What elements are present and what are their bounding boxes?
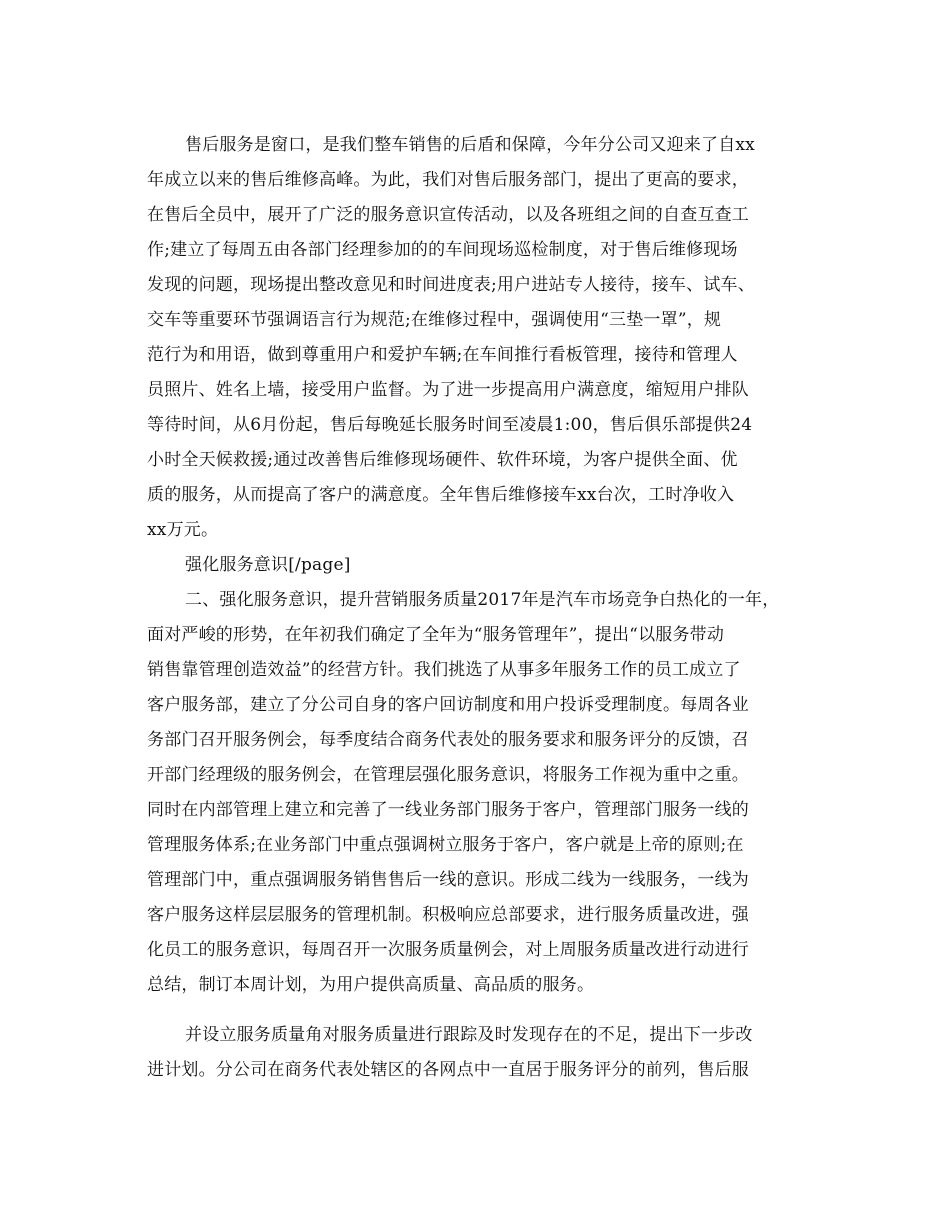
paragraph-line: 客户服务这样层层服务的管理机制。积极响应总部要求，进行服务质量改进，强 [147,905,749,925]
paragraph-line: 小时全天候救援;通过改善售后维修现场硬件、软件环境，为客户提供全面、优 [147,450,738,470]
paragraph-line: 年成立以来的售后维修高峰。为此，我们对售后服务部门，提出了更高的要求， [147,170,749,190]
paragraph-line: 等待时间，从6月份起，售后每晚延长服务时间至凌晨1:00，售后俱乐部提供24 [147,415,753,435]
paragraph-line: 范行为和用语，做到尊重用户和爱护车辆;在车间推行看板管理，接待和管理人 [147,345,738,365]
paragraph-line: 交车等重要环节强调语言行为规范;在维修过程中，强调使用“三垫一罩”，规 [147,310,722,330]
paragraph-line: 管理部门中，重点强调服务销售售后一线的意识。形成二线为一线服务，一线为 [147,870,749,890]
paragraph-line: 二、强化服务意识，提升营销服务质量2017年是汽车市场竞争白热化的一年， [185,590,780,610]
paragraph-line: 客户服务部，建立了分公司自身的客户回访制度和用户投诉受理制度。每周各业 [147,695,749,715]
paragraph-line: 进计划。分公司在商务代表处辖区的各网点中一直居于服务评分的前列，售后服 [147,1060,749,1080]
paragraph-line: xx万元。 [147,520,219,540]
paragraph-line: 开部门经理级的服务例会，在管理层强化服务意识，将服务工作视为重中之重。 [147,765,749,785]
paragraph-line: 务部门召开服务例会，每季度结合商务代表处的服务要求和服务评分的反馈，召 [147,730,749,750]
paragraph-line: 质的服务，从而提高了客户的满意度。全年售后维修接车xx台次，工时净收入 [147,485,735,505]
paragraph-line: 作;建立了每周五由各部门经理参加的的车间现场巡检制度，对于售后维修现场 [147,240,738,260]
paragraph-line: 同时在内部管理上建立和完善了一线业务部门服务于客户，管理部门服务一线的 [147,800,749,820]
paragraph-line: 化员工的服务意识，每周召开一次服务质量例会，对上周服务质量改进行动进行 [147,940,749,960]
paragraph-line: 并设立服务质量角对服务质量进行跟踪及时发现存在的不足，提出下一步改 [185,1025,753,1045]
paragraph-line: 销售靠管理创造效益”的经营方针。我们挑选了从事多年服务工作的员工成立了 [147,660,741,680]
paragraph-line: 员照片、姓名上墙，接受用户监督。为了进一步提高用户满意度，缩短用户排队 [147,380,749,400]
paragraph-line: 在售后全员中，展开了广泛的服务意识宣传活动，以及各班组之间的自查互查工 [147,205,749,225]
paragraph-line: 面对严峻的形势，在年初我们确定了全年为“服务管理年”，提出“以服务带动 [147,625,725,645]
paragraph-line: 管理服务体系;在业务部门中重点强调树立服务于客户，客户就是上帝的原则;在 [147,835,744,855]
paragraph-line: 售后服务是窗口，是我们整车销售的后盾和保障，今年分公司又迎来了自xx [185,135,755,155]
section-heading: 强化服务意识[/page] [185,555,351,575]
paragraph-line: 总结，制订本周计划，为用户提供高质量、高品质的服务。 [147,975,595,995]
paragraph-line: 发现的问题，现场提出整改意见和时间进度表;用户进站专人接待，接车、试车、 [147,275,755,295]
